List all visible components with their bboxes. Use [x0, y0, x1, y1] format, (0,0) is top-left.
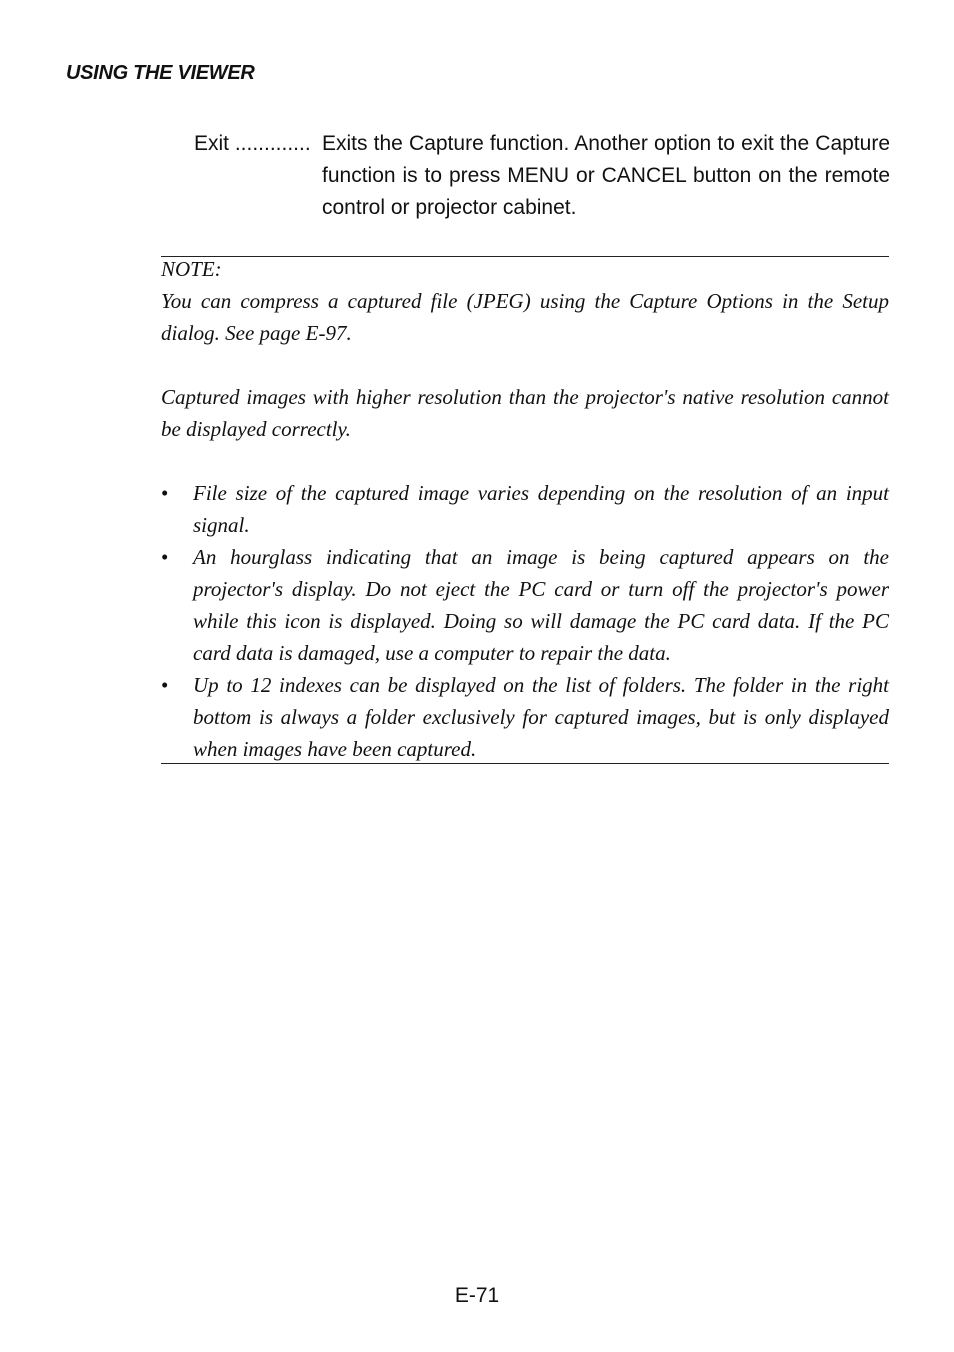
note-bullet-text: File size of the captured image varies depending on the resolution of an input signal. — [193, 481, 889, 537]
note-bullet-list — [161, 477, 889, 765]
bullet-icon: • — [161, 545, 169, 569]
note-bullet-item — [161, 541, 889, 669]
note-spacer — [161, 445, 889, 477]
note-label: NOTE: — [161, 257, 222, 281]
note-paragraph: You can compress a captured file (JPEG) using the Capture Options in the Setup dialog. See page E-97. — [161, 289, 889, 345]
note-paragraph: Captured images with higher resolution than the projector's native resolution cannot be displayed correctly. — [161, 385, 889, 441]
note-spacer — [161, 349, 889, 381]
definition-term: Exit ............. — [194, 132, 311, 155]
note-block — [161, 253, 889, 765]
page-number: E-71 — [454, 1284, 500, 1307]
note-bullet-item — [161, 477, 889, 541]
bullet-icon: • — [161, 481, 169, 505]
note-bullet-text: An hourglass indicating that an image is being captured appears on the projector's display. Do not eject the PC card or turn off the projector's power while this icon is displayed. Doing so will damage the PC card data. If the PC card data is damaged, use a computer to repair the data. — [193, 545, 889, 665]
note-bottom-rule — [161, 763, 889, 764]
note-bullet-item — [161, 669, 889, 765]
note-bullet-text: Up to 12 indexes can be displayed on the list of folders. The folder in the right bottom is always a folder exclusively for captured images, but is only displayed when images have been captured. — [193, 673, 889, 761]
section-header: USING THE VIEWER — [66, 62, 255, 84]
bullet-icon: • — [161, 673, 169, 697]
definition-description: Exits the Capture function. Another option to exit the Capture function is to press MENU or CANCEL button on the remote control or projector cabinet. — [322, 132, 890, 219]
